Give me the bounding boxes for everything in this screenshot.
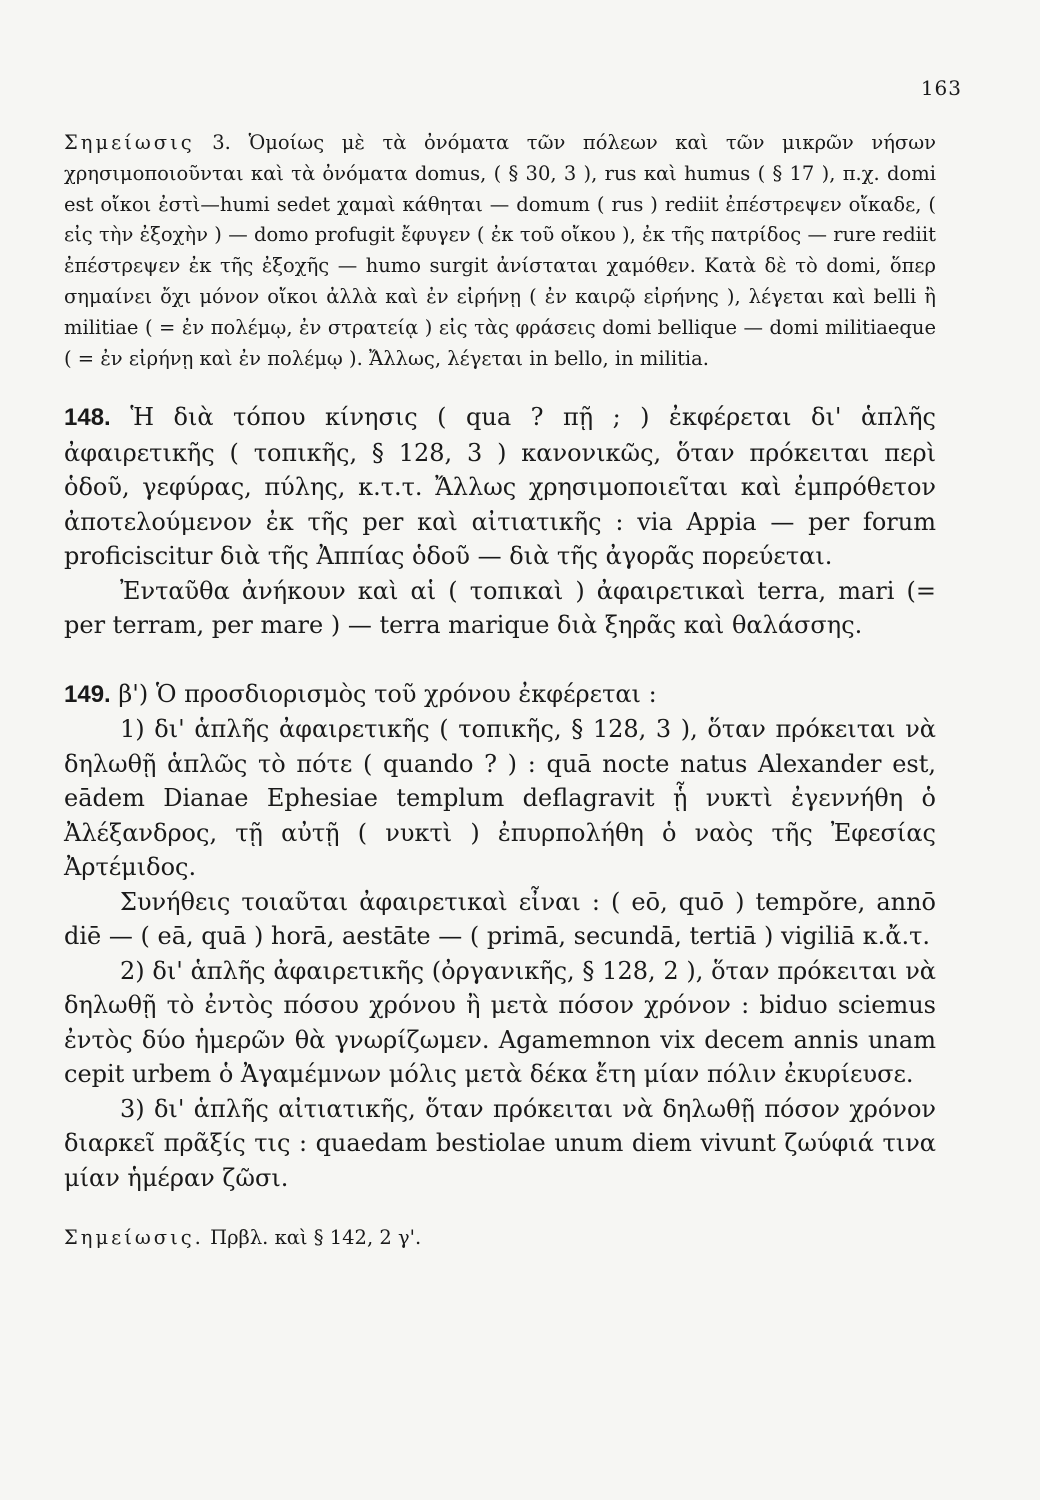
page-content [64,128,936,1254]
section-number: 148. [64,404,111,432]
final-note-label: Σημείωσις. [64,1226,204,1250]
note-3 [64,128,936,374]
note-text: 3. Ὁμοίως μὲ τὰ ὀνόματα τῶν πόλεων καὶ τῶν μικρῶν νήσων χρησιμοποιοῦνται καὶ τὰ ὀνόματα domus, ( § 30, 3 ), rus καὶ humus ( § 17 ), π.χ. domi est οἴκοι ἐστὶ—humi sedet χαμαὶ κάθηται — domum ( rus ) rediit ἐπέστρεψεν οἴκαδε, ( εἰς τὴν ἐξοχὴν ) — domo profugit ἔφυγεν ( ἐκ τοῦ οἴκου ), ἐκ τῆς πατρίδος — rure rediit ἐπέστρεψεν ἐκ τῆς ἐξοχῆς — humo surgit ἀνίσταται χαμόθεν. Κατὰ δὲ τὸ domi, ὅπερ σημαίνει ὄχι μόνον οἴκοι ἀλλὰ καὶ ἐν εἰρήνῃ ( ἐν καιρῷ εἰρήνης ), λέγεται καὶ belli ἢ militiae ( = ἐν πολέμῳ, ἐν στρατείᾳ ) εἰς τὰς φράσεις domi bellique — domi militiaeque ( = ἐν εἰρήνῃ καὶ ἐν πολέμῳ ). Ἄλλως, λέγεται in bello, in militia. [64,131,936,370]
final-note [64,1223,936,1254]
final-note-paragraph [64,1223,936,1254]
note-3-paragraph [64,128,936,374]
page-number: 163 [920,76,962,100]
final-note-text: Πρβλ. καὶ § 142, 2 γ'. [203,1226,422,1250]
item-1b: Συνήθεις τοιαῦται ἀφαιρετικαὶ εἶναι : ( eō, quō ) tempŏre, annō diē — ( eā, quā ) horā, aestāte — ( primā, secundā, tertiā ) vigiliā κ.ἄ.τ. [64,887,936,951]
item-1: 1) δι' ἁπλῆς ἀφαιρετικῆς ( τοπικῆς, § 128, 3 ), ὅταν πρόκειται νὰ δηλωθῇ ἁπλῶς τὸ πότε ( quando ? ) : quā nocte natus Alexander est, eādem Dianae Ephesiae templum deflagravit ᾗ νυκτὶ ἐγεννήθη ὁ Ἀλέξανδρος, τῇ αὐτῇ ( νυκτὶ ) ἐπυρπολήθη ὁ ναὸς τῆς Ἐφεσίας Ἀρτέμιδος. [64,715,936,882]
section-intro-text: β') Ὁ προσδιορισμὸς τοῦ χρόνου ἐκφέρεται : [110,679,657,708]
section-148-paragraph-2: Ἐνταῦθα ἀνήκουν καὶ αἱ ( τοπικαὶ ) ἀφαιρετικαὶ terra, mari (= per terram, per mare ) — terra marique διὰ ξηρᾶς καὶ θαλάσσης. [64,576,936,640]
note-label: Σημείωσις [64,131,195,154]
section-148-paragraph [64,400,936,574]
section-149 [64,677,936,1196]
item-3: 3) δι' ἁπλῆς αἰτιατικῆς, ὅταν πρόκειται νὰ δηλωθῇ πόσον χρόνον διαρκεῖ πρᾶξίς τις : quaedam bestiolae unum diem vivunt ζωύφιά τινα μίαν ἡμέραν ζῶσι. [64,1094,936,1192]
section-149-intro [64,677,936,713]
item-2: 2) δι' ἁπλῆς ἀφαιρετικῆς (ὀργανικῆς, § 128, 2 ), ὅταν πρόκειται νὰ δηλωθῇ τὸ ἐντὸς πόσου χρόνου ἢ μετὰ πόσον χρόνον : biduo sciemus ἐντὸς δύο ἡμερῶν θὰ γνωρίζωμεν. Agamemnon vix decem annis unam cepit urbem ὁ Ἀγαμέμνων μόλις μετὰ δέκα ἔτη μίαν πόλιν ἐκυρίευσε. [64,956,936,1089]
section-text: Ἡ διὰ τόπου κίνησις ( qua ? πῇ ; ) ἐκφέρεται δι' ἁπλῆς ἀφαιρετικῆς ( τοπικῆς, § 128, 3 ) κανονικῶς, ὅταν πρόκειται περὶ ὁδοῦ, γεφύρας, πύλης, κ.τ.τ. Ἄλλως χρησιμοποιεῖται καὶ ἐμπρόθετον ἀποτελούμενον ἐκ τῆς per καὶ αἰτιατικῆς : via Appia — per forum proficiscitur διὰ τῆς Ἀππίας ὁδοῦ — διὰ τῆς ἀγορᾶς πορεύεται. [64,403,936,571]
section-148 [64,400,936,643]
section-number: 149. [64,680,111,708]
